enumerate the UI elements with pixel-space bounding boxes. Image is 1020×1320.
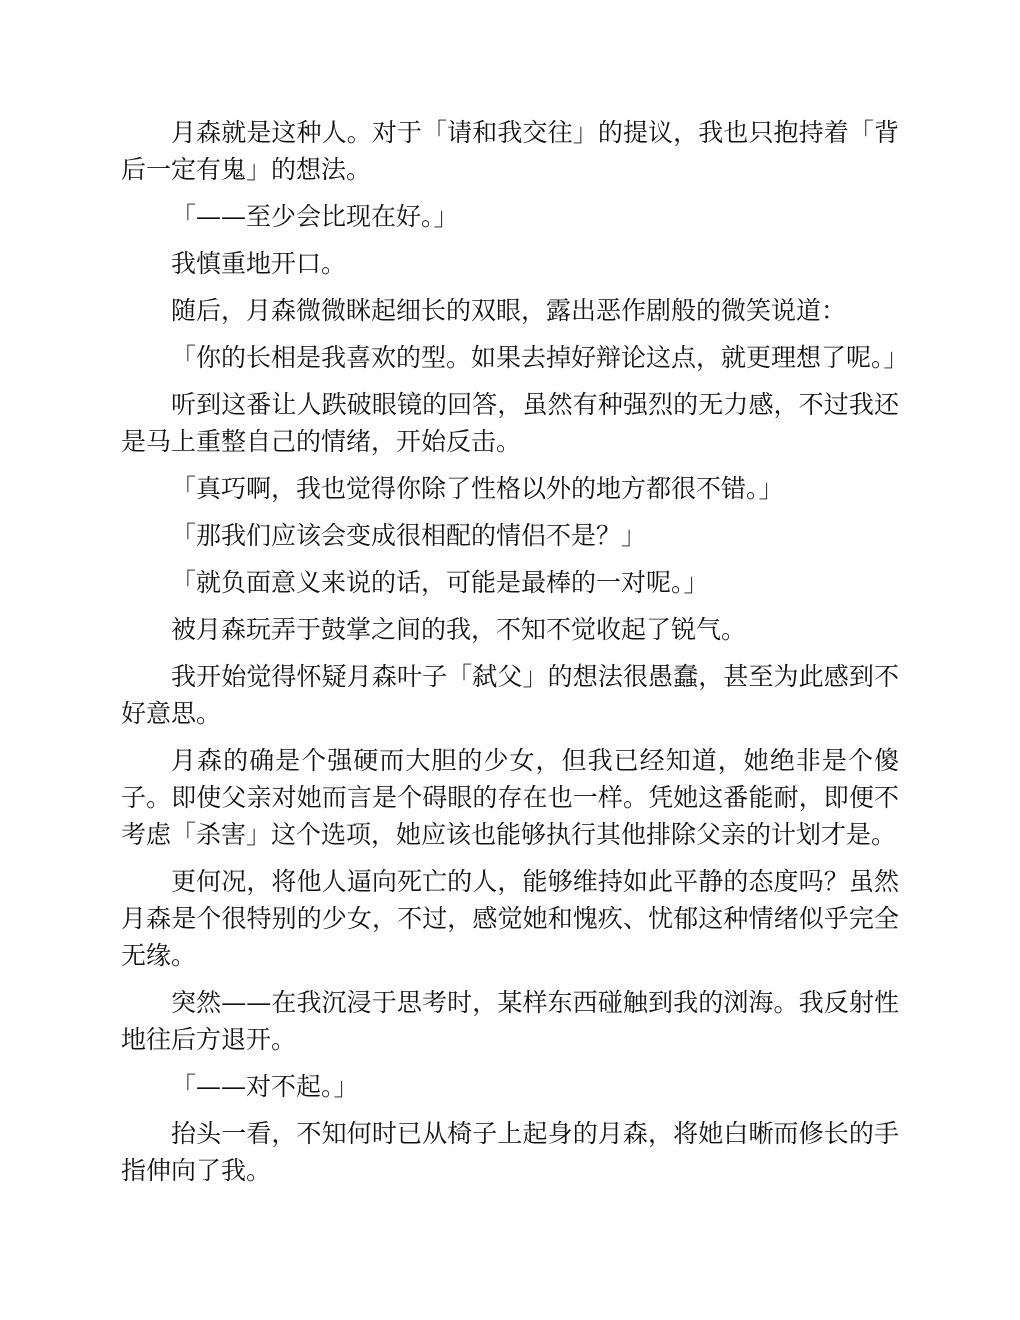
paragraph-3: 我慎重地开口。 — [171, 249, 347, 278]
paragraph-8: 「那我们应该会变成很相配的情侣不是？」 — [171, 521, 647, 550]
paragraph-9: 「就负面意义来说的话，可能是最棒的一对呢。」 — [171, 568, 709, 597]
paragraph-7: 「真巧啊，我也觉得你除了性格以外的地方都很不错。」 — [171, 474, 784, 503]
paragraph-14: 突然——在我沉浸于思考时，某样东西碰触到我的浏海。我反射性地往后方退开。 — [121, 988, 899, 1054]
paragraph-10: 被月森玩弄于鼓掌之间的我，不知不觉收起了锐气。 — [171, 615, 747, 644]
paragraph-5: 「你的长相是我喜欢的型。如果去掉好辩论这点，就更理想了呢。」 — [171, 343, 909, 372]
paragraph-2: 「——至少会比现在好。」 — [171, 202, 459, 231]
paragraph-1: 月森就是这种人。对于「请和我交往」的提议，我也只抱持着「背后一定有鬼」的想法。 — [121, 118, 899, 184]
document-page — [121, 114, 909, 1199]
paragraph-4: 随后，月森微微眯起细长的双眼，露出恶作剧般的微笑说道： — [171, 296, 847, 325]
paragraph-16: 抬头一看，不知何时已从椅子上起身的月森，将她白晰而修长的手指伸向了我。 — [121, 1119, 899, 1185]
paragraph-13: 更何况，将他人逼向死亡的人，能够维持如此平静的态度吗？虽然月森是个很特别的少女，不过，感觉她和愧疚、忧郁这种情绪似乎完全无缘。 — [121, 867, 899, 970]
paragraph-6: 听到这番让人跌破眼镜的回答，虽然有种强烈的无力感，不过我还是马上重整自己的情绪，开始反击。 — [121, 390, 899, 456]
paragraph-11: 我开始觉得怀疑月森叶子「弑父」的想法很愚蠢，甚至为此感到不好意思。 — [121, 662, 899, 728]
paragraph-12: 月森的确是个强硬而大胆的少女，但我已经知道，她绝非是个傻子。即使父亲对她而言是个碍眼的存在也一样。凭她这番能耐，即便不考虑「杀害」这个选项，她应该也能够执行其他排除父亲的计划才是。 — [121, 746, 899, 849]
paragraph-15: 「——对不起。」 — [171, 1072, 359, 1101]
